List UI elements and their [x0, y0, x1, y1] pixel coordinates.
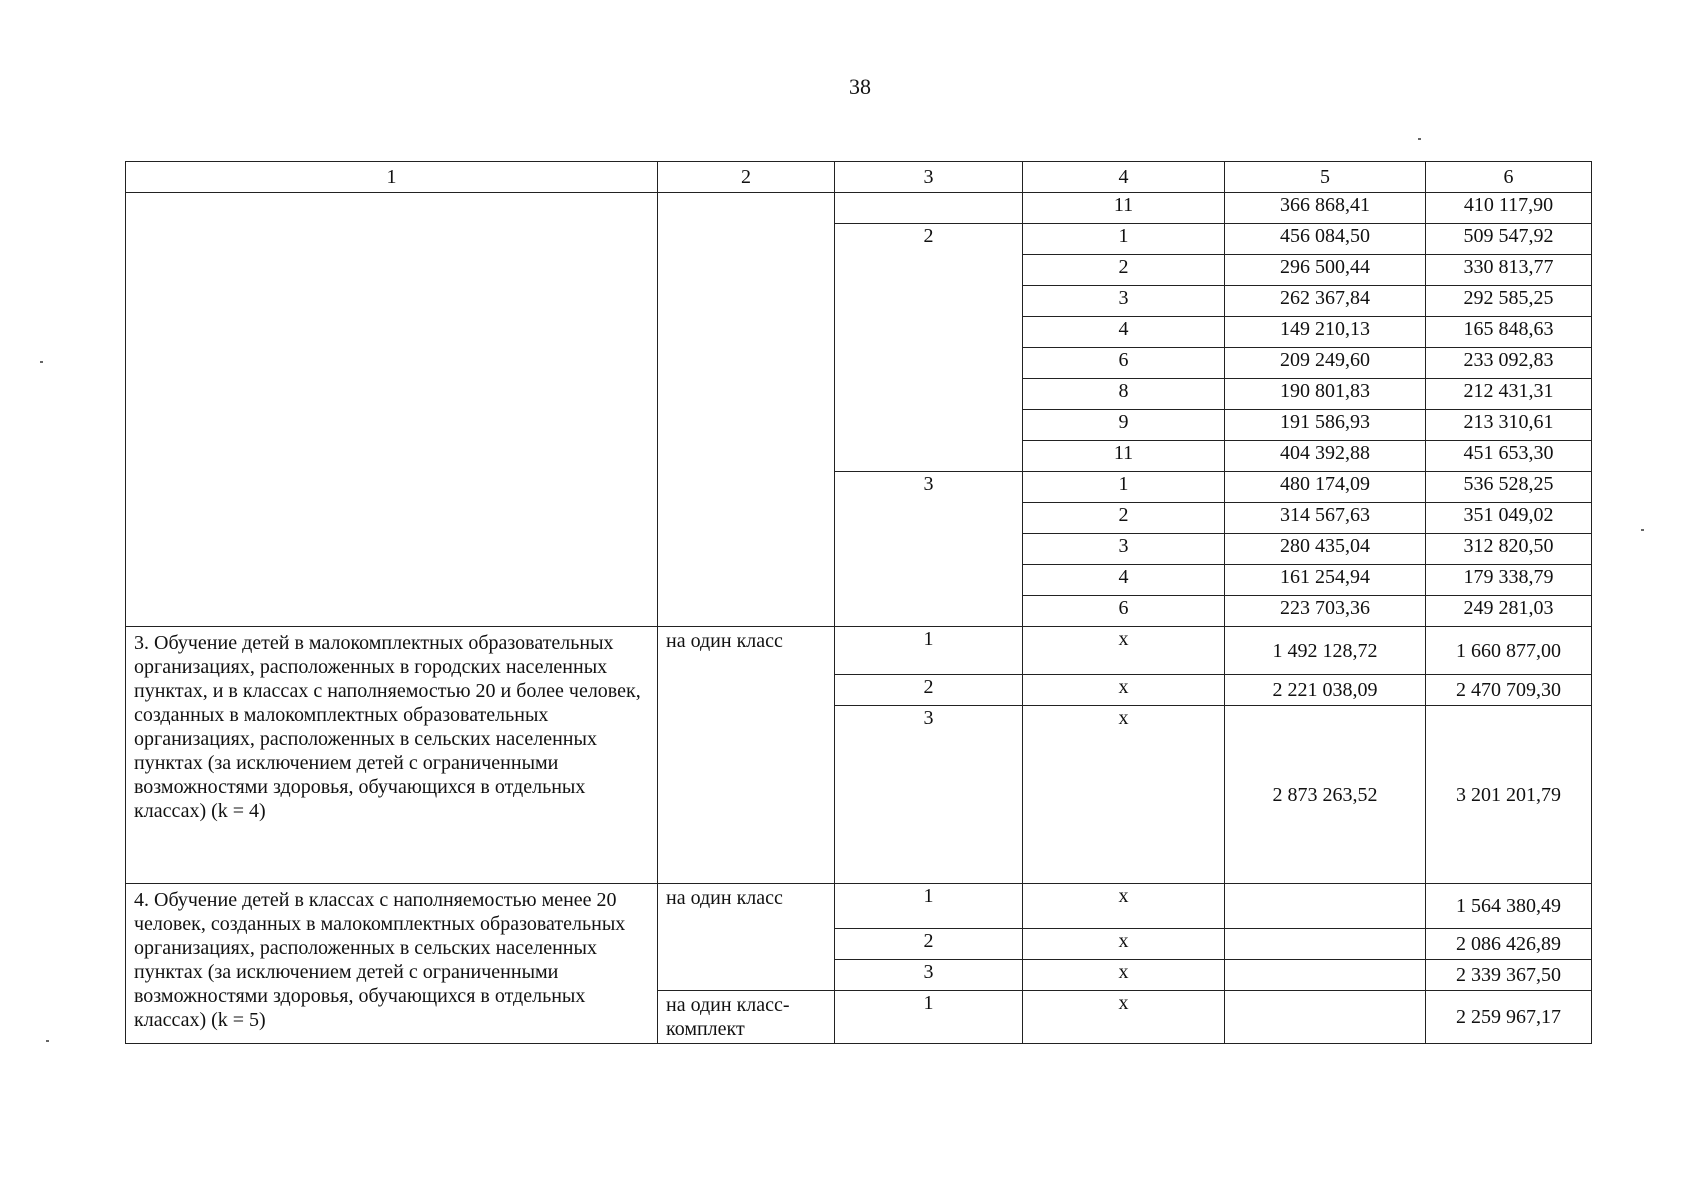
- cell-c4: 2: [1023, 503, 1225, 534]
- cell-c5: 190 801,83: [1225, 379, 1426, 410]
- cell-c6: 312 820,50: [1426, 534, 1592, 565]
- cell-c6: 2 470 709,30: [1426, 675, 1592, 706]
- cell-c5: [1225, 929, 1426, 960]
- empty-cell: [658, 193, 835, 627]
- cell-c4: 9: [1023, 410, 1225, 441]
- header-cell: 1: [126, 162, 658, 193]
- scan-speck: [46, 1040, 49, 1042]
- section-4-unit-complect: на один класс-комплект: [658, 991, 835, 1044]
- cell-c6: 2 086 426,89: [1426, 929, 1592, 960]
- cell-c5: [1225, 991, 1426, 1044]
- cell-c4: 8: [1023, 379, 1225, 410]
- group-label: 2: [835, 224, 1023, 472]
- table-row: [126, 627, 1592, 675]
- cell-c5: 262 367,84: [1225, 286, 1426, 317]
- cell-c4: 1: [1023, 472, 1225, 503]
- cell-c5: [1225, 960, 1426, 991]
- cell-c6: 213 310,61: [1426, 410, 1592, 441]
- cell-c3: 3: [835, 960, 1023, 991]
- cell-c4: 6: [1023, 348, 1225, 379]
- cell-c4: 11: [1023, 193, 1225, 224]
- empty-cell: [835, 193, 1023, 224]
- empty-cell: [126, 193, 658, 627]
- page-number: 38: [849, 74, 871, 99]
- header-cell: 4: [1023, 162, 1225, 193]
- cell-c6: 536 528,25: [1426, 472, 1592, 503]
- cell-c4: 4: [1023, 317, 1225, 348]
- tariff-table: [125, 161, 1592, 1044]
- cell-c6: 165 848,63: [1426, 317, 1592, 348]
- cell-c5: [1225, 884, 1426, 929]
- cell-c5: 149 210,13: [1225, 317, 1426, 348]
- group-label: 3: [835, 472, 1023, 627]
- cell-c4: 3: [1023, 286, 1225, 317]
- cell-c4: х: [1023, 991, 1225, 1044]
- cell-c6: 179 338,79: [1426, 565, 1592, 596]
- scan-speck: [1418, 138, 1421, 140]
- header-cell: 3: [835, 162, 1023, 193]
- cell-c3: 2: [835, 929, 1023, 960]
- cell-c4: 11: [1023, 441, 1225, 472]
- cell-c4: х: [1023, 675, 1225, 706]
- cell-c5: 280 435,04: [1225, 534, 1426, 565]
- cell-c6: 212 431,31: [1426, 379, 1592, 410]
- header-row: [126, 162, 1592, 193]
- cell-c5: 456 084,50: [1225, 224, 1426, 255]
- cell-c6: 292 585,25: [1426, 286, 1592, 317]
- cell-c5: 2 221 038,09: [1225, 675, 1426, 706]
- cell-c6: 410 117,90: [1426, 193, 1592, 224]
- cell-c3: 1: [835, 884, 1023, 929]
- cell-c4: х: [1023, 960, 1225, 991]
- header-cell: 2: [658, 162, 835, 193]
- cell-c6: 3 201 201,79: [1426, 706, 1592, 884]
- section-4-unit-class: на один класс: [658, 884, 835, 991]
- cell-c4: х: [1023, 627, 1225, 675]
- cell-c5: 209 249,60: [1225, 348, 1426, 379]
- header-cell: 6: [1426, 162, 1592, 193]
- header-cell: 5: [1225, 162, 1426, 193]
- cell-c5: 314 567,63: [1225, 503, 1426, 534]
- cell-c6: 249 281,03: [1426, 596, 1592, 627]
- cell-c6: 233 092,83: [1426, 348, 1592, 379]
- cell-c6: 451 653,30: [1426, 441, 1592, 472]
- cell-c3: 3: [835, 706, 1023, 884]
- cell-c4: х: [1023, 929, 1225, 960]
- cell-c4: 2: [1023, 255, 1225, 286]
- cell-c5: 1 492 128,72: [1225, 627, 1426, 675]
- scan-speck: [1641, 529, 1644, 531]
- table-row: [126, 193, 1592, 224]
- cell-c4: 6: [1023, 596, 1225, 627]
- cell-c3: 1: [835, 627, 1023, 675]
- cell-c5: 161 254,94: [1225, 565, 1426, 596]
- cell-c6: 330 813,77: [1426, 255, 1592, 286]
- cell-c4: 3: [1023, 534, 1225, 565]
- cell-c6: 1 564 380,49: [1426, 884, 1592, 929]
- section-3-unit: на один класс: [658, 627, 835, 884]
- cell-c3: 1: [835, 991, 1023, 1044]
- cell-c5: 191 586,93: [1225, 410, 1426, 441]
- cell-c4: 4: [1023, 565, 1225, 596]
- cell-c5: 366 868,41: [1225, 193, 1426, 224]
- section-4-description: 4. Обучение детей в классах с наполняемостью менее 20 человек, созданных в малокомплектных образовательных организациях, расположенных в сельских населенных пунктах (за исключением детей с ограниченными возможностями здоровья, обучающихся в отдельных классах) (k = 5): [126, 884, 658, 1044]
- cell-c3: 2: [835, 675, 1023, 706]
- cell-c5: 404 392,88: [1225, 441, 1426, 472]
- cell-c6: 2 339 367,50: [1426, 960, 1592, 991]
- table-row: [126, 884, 1592, 929]
- scan-speck: [40, 361, 43, 363]
- cell-c4: 1: [1023, 224, 1225, 255]
- section-3-description: 3. Обучение детей в малокомплектных образовательных организациях, расположенных в городских населенных пунктах, и в классах с наполняемостью 20 и более человек, созданных в малокомплектных образовательных организациях, расположенных в сельских населенных пунктах (за исключением детей с ограниченными возможностями здоровья, обучающихся в отдельных классах) (k = 4): [126, 627, 658, 884]
- cell-c6: 2 259 967,17: [1426, 991, 1592, 1044]
- cell-c6: 1 660 877,00: [1426, 627, 1592, 675]
- cell-c6: 509 547,92: [1426, 224, 1592, 255]
- cell-c4: х: [1023, 884, 1225, 929]
- cell-c6: 351 049,02: [1426, 503, 1592, 534]
- cell-c4: х: [1023, 706, 1225, 884]
- cell-c5: 2 873 263,52: [1225, 706, 1426, 884]
- cell-c5: 296 500,44: [1225, 255, 1426, 286]
- cell-c5: 223 703,36: [1225, 596, 1426, 627]
- cell-c5: 480 174,09: [1225, 472, 1426, 503]
